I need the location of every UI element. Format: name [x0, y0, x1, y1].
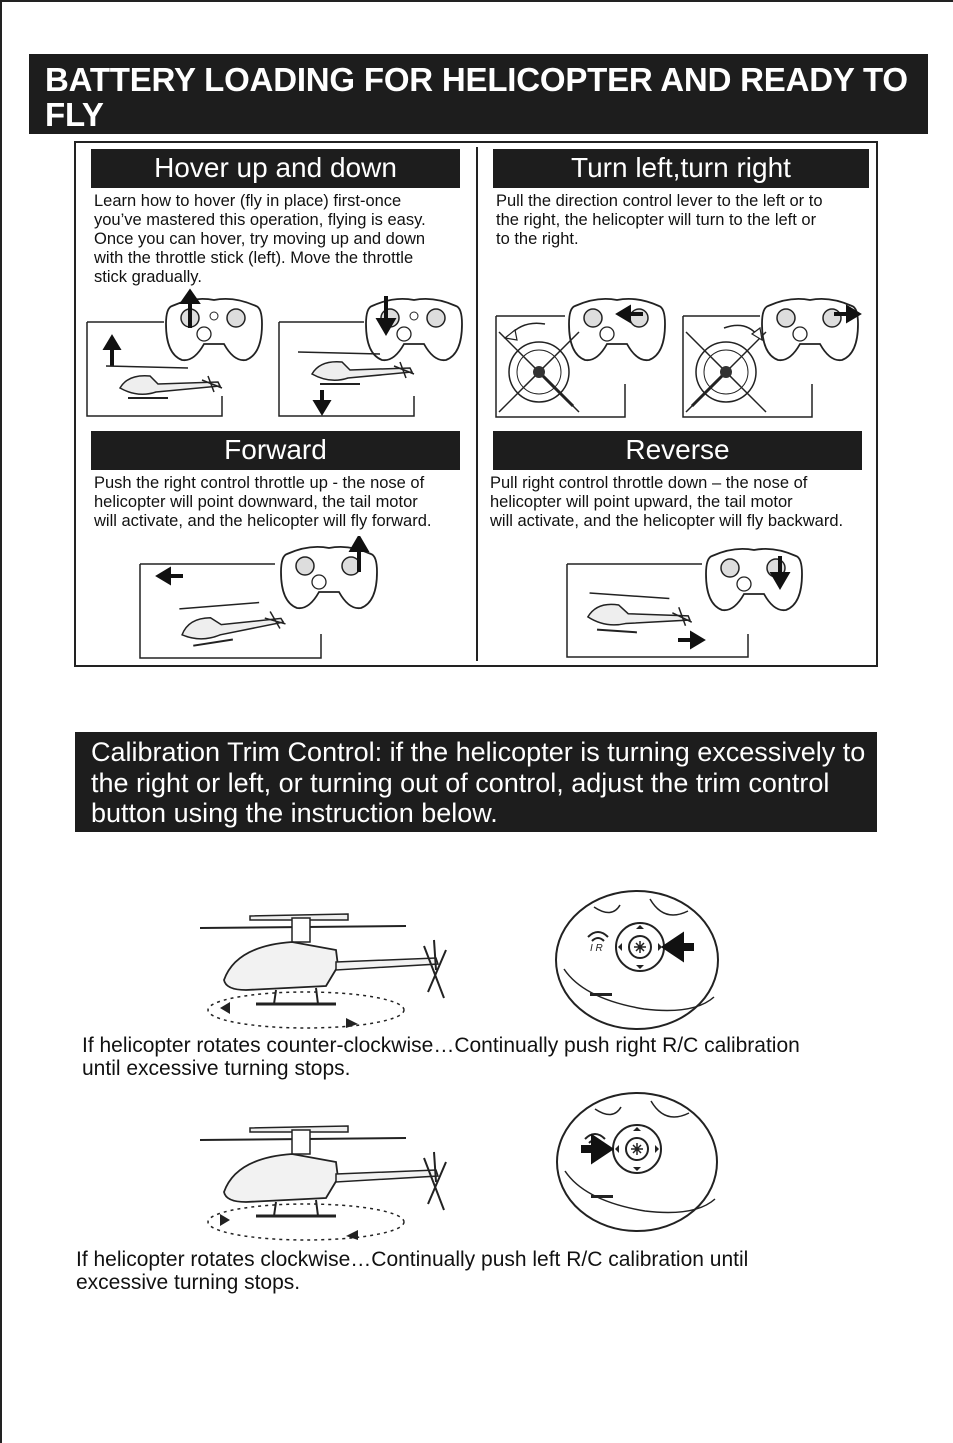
trim-dpad-icon [613, 1125, 661, 1173]
section-text-hover: Learn how to hover (fly in place) first-once you’ve mastered this operation, flying is easy. Once you can hover, try moving up and down with the throttle stick (left). Move the throttle stick gradually. [94, 192, 426, 286]
trim-dpad-icon [616, 923, 664, 971]
left-trim-button-closeup [555, 1091, 721, 1233]
controller-icon [706, 549, 802, 610]
helicopter-icon [179, 598, 286, 647]
controller-icon [762, 299, 858, 360]
helicopter-ccw-illustration [196, 906, 476, 1034]
section-title-hover: Hover up and down [91, 149, 460, 188]
helicopter-icon [587, 593, 693, 636]
helicopter-icon [200, 914, 446, 1004]
calibration-title: Calibration Trim Control: if the helicopter is turning excessively to the right or left, or turning out of control, adjust the trim control button using the instruction below. [91, 737, 866, 828]
section-text-forward: Push the right control throttle up - the nose of helicopter will point downward, the tail motor will activate, and the helicopter will fly forward. [94, 474, 432, 530]
helicopter-icon [106, 366, 222, 398]
calibration-caption-cw: If helicopter rotates clockwise…Continually push left R/C calibration until excessive turning stops. [76, 1248, 749, 1294]
page-border-left [0, 0, 2, 1443]
turn-left-illustration [495, 292, 675, 420]
page-border-top [0, 0, 953, 2]
section-title-reverse: Reverse [493, 431, 862, 470]
controller-icon [166, 299, 262, 360]
section-text-reverse: Pull right control throttle down – the nose of helicopter will point upward, the tail motor will activate, and the helicopter will fly backward. [490, 474, 844, 530]
rotor-top-view-icon [499, 332, 579, 412]
forward-illustration [139, 536, 384, 660]
main-header-banner [29, 54, 928, 134]
panel-divider [476, 147, 478, 661]
main-title: BATTERY LOADING FOR HELICOPTER AND READY TO FLY [45, 61, 908, 133]
turn-right-illustration [682, 292, 867, 420]
section-text-turn: Pull the direction control lever to the left or to the right, the helicopter will turn to the left or to the right. [496, 192, 823, 248]
hover-up-illustration [86, 286, 271, 418]
ir-label: I R [590, 943, 603, 954]
helicopter-cw-illustration [196, 1118, 476, 1246]
controller-icon [281, 547, 377, 608]
helicopter-icon [200, 1126, 446, 1216]
rotor-top-view-icon [686, 332, 766, 412]
calibration-caption-ccw: If helicopter rotates counter-clockwise…Continually push right R/C calibration until excessive turning stops. [82, 1034, 800, 1080]
calibration-banner [75, 732, 877, 832]
controller-icon [366, 299, 462, 360]
section-title-turn: Turn left,turn right [493, 149, 869, 188]
right-trim-button-closeup [554, 889, 722, 1031]
controller-icon [569, 299, 665, 360]
section-title-forward: Forward [91, 431, 460, 470]
reverse-illustration [566, 540, 806, 660]
hover-down-illustration [278, 286, 468, 418]
helicopter-icon [298, 352, 414, 384]
